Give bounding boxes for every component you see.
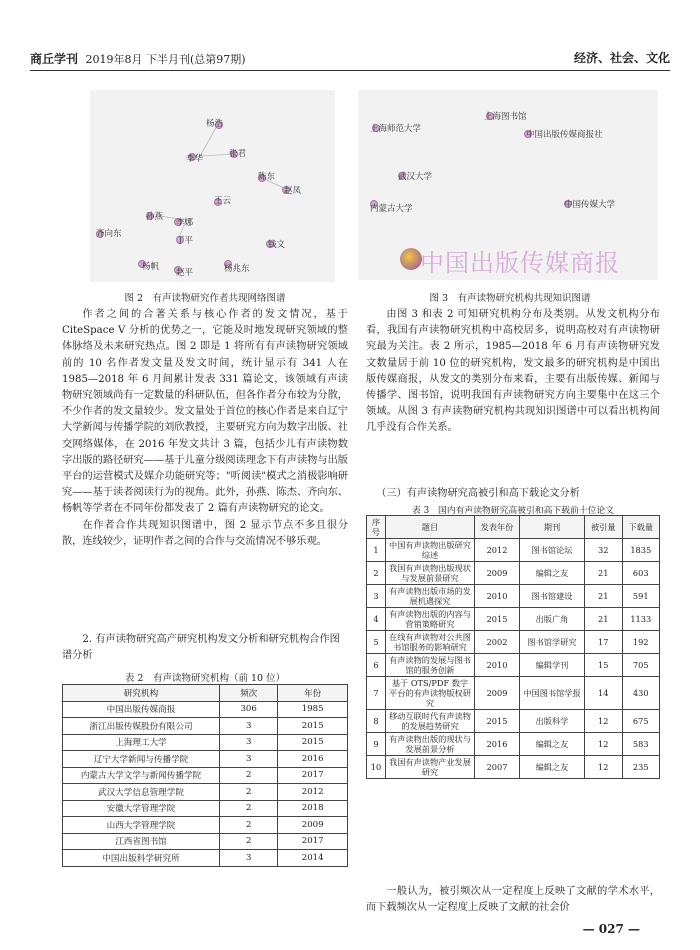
fig2-node-label: 李娜 [176, 218, 194, 228]
table-cell: 12 [585, 710, 623, 733]
fig3-node-label: 中国出版传媒商报社 [526, 130, 603, 140]
fig3-node-label: 上海图书馆 [484, 112, 527, 122]
table-row [367, 677, 660, 710]
figure-2-caption: 图 2 有声读物研究作者共现网络图谱 [124, 293, 286, 304]
table-cell: 21 [585, 562, 623, 585]
table-cell: 辽宁大学新闻与传播学院 [63, 751, 220, 768]
table-header-cell: 题目 [386, 516, 475, 539]
table-3 [366, 515, 660, 779]
table-cell: 图书馆论坛 [520, 539, 585, 562]
right-column-text [366, 307, 660, 437]
table-cell: 3 [220, 751, 278, 768]
fig3-node-label: 中国传媒大学 [564, 200, 616, 210]
section-subheading: （三）有声读物研究高被引和高下载论文分析 [376, 488, 580, 499]
table-cell: 3 [220, 718, 278, 735]
fig2-node-label: 杨帆 [142, 262, 160, 272]
left-column-text [62, 307, 348, 550]
table-row [367, 733, 660, 756]
table-cell: 2015 [278, 734, 348, 751]
table-cell: 235 [622, 756, 660, 779]
table-header-cell: 下载量 [622, 516, 660, 539]
table-cell: 中国有声读物出版研究综述 [386, 539, 475, 562]
section-name: 经济、社会、文化 [573, 51, 670, 65]
table-cell: 3 [220, 850, 278, 867]
table-cell: 21 [585, 585, 623, 608]
paragraph: 由图 3 和表 2 可知研究机构分布及类别。从发文机构分布看，我国有声读物研究机构中高校居多，说明高校对有声读物研究最为关注。表 2 所示，1985—2018 年 6 月有声读物研究发文数量居于前 10 位的研究机构，发文最多的研究机构是中国出版传媒商报，从发文的类别分布来看，主要有出版传媒、新闻与传播学、图书馆，说明我国有声读物研究方向主要集中在这三个领域。从图 3 有声读物研究机构共现知识图谱中可以看出机构间几乎没有合作关系。 [366, 309, 660, 434]
watermark-logo-icon [400, 248, 422, 270]
table-cell: 2017 [278, 767, 348, 784]
table-header-row [367, 516, 660, 539]
table-cell: 3 [367, 585, 386, 608]
table-cell: 2007 [475, 756, 520, 779]
section-subheading: 2. 有声读物研究高产研究机构发文分析和研究机构合作图谱分析 [62, 634, 340, 661]
table-header-cell: 研究机构 [63, 685, 220, 702]
table-cell: 2009 [475, 677, 520, 710]
table-cell: 编辑之友 [520, 733, 585, 756]
journal-name: 商丘学刊 [30, 52, 79, 66]
fig2-node-label: 陈东 [258, 172, 276, 182]
table-2 [62, 684, 348, 867]
table-2-caption: 表 2 有声读物研究机构（前 10 位） [124, 673, 286, 684]
fig2-node-label: 孙燕 [146, 212, 164, 222]
table-cell: 12 [585, 756, 623, 779]
table-cell: 2002 [475, 631, 520, 654]
table-cell: 有声读物出版的现状与发展前景分析 [386, 733, 475, 756]
table-cell: 14 [585, 677, 623, 710]
table-row [367, 710, 660, 733]
table-cell: 5 [367, 631, 386, 654]
table-row [367, 654, 660, 677]
table-cell: 编辑之友 [520, 562, 585, 585]
table-cell: 2015 [475, 710, 520, 733]
table-cell: 591 [622, 585, 660, 608]
table-cell: 2 [367, 562, 386, 585]
figure-3-caption: 图 3 有声读物研究机构共现知识图谱 [429, 293, 591, 304]
paragraph: 作者之间的合著关系与核心作者的发文情况，基于 CiteSpace V 分析的优势之一，它能及时地发现研究领域的整体脉络及未来研究热点。图 2 即是 1 将所有有声读物研究领域前的 10 名作者发文量及发文时间，统计显示有 341 人在 1985—2018 年 6 月间累计发表 331 篇论文，该领域有声读物研究领域尚有一定数量的科研队伍，但各作者分布较为分散，不少作者的发文量较少。发文量处于首位的核心作者是来自辽宁大学新闻与传播学院的刘欣教授，主要研究方向为数字出版、社交网络媒体，在 2016 年发文共计 3 篇，包括少儿有声读物数字出版的路径研究——基于儿童分级阅读理念下有声读物与出版平台的运营模式及媒介功能研究等；"听阅读"模式之消极影响研究——基于读者阅读行为的视角。此外，孙燕、陈杰、齐向东、杨帆等学者在不同年份都发表了 2 篇有声读物研究的论文。 [62, 309, 348, 515]
table-cell: 中国出版传媒商报 [63, 701, 220, 718]
table-cell: 21 [585, 608, 623, 631]
table-cell: 1133 [622, 608, 660, 631]
table-cell: 移动互联时代有声读物的发展趋势研究 [386, 710, 475, 733]
table-header-cell: 发表年份 [475, 516, 520, 539]
table-cell: 1835 [622, 539, 660, 562]
table-cell: 2018 [278, 800, 348, 817]
table-row [63, 734, 348, 751]
table-cell: 2016 [278, 751, 348, 768]
running-header [30, 48, 670, 71]
table-row [63, 817, 348, 834]
table-cell: 中国出版科学研究所 [63, 850, 220, 867]
table-cell: 12 [585, 733, 623, 756]
table-cell: 浙江出版传媒股份有限公司 [63, 718, 220, 735]
table-cell: 6 [367, 654, 386, 677]
table-cell: 有声读物出版的内容与营销策略研究 [386, 608, 475, 631]
table-cell: 我国有声读物产业发展研究 [386, 756, 475, 779]
table-cell: 山西大学管理学院 [63, 817, 220, 834]
fig2-node-label: 王云 [214, 196, 232, 206]
fig2-node-label: 齐向东 [96, 229, 122, 239]
table-row [63, 800, 348, 817]
table-cell: 1 [367, 539, 386, 562]
page-number: — 027 — [582, 922, 640, 936]
fig2-node-label: 杨浩 [206, 119, 224, 129]
table-cell: 编辑学刊 [520, 654, 585, 677]
table-header-cell: 序号 [367, 516, 386, 539]
table-cell: 上海理工大学 [63, 734, 220, 751]
table-cell: 2010 [475, 585, 520, 608]
table-cell: 675 [622, 710, 660, 733]
table-row [367, 585, 660, 608]
table-row [63, 701, 348, 718]
table-cell: 有声读物出版市场的发展机遇探究 [386, 585, 475, 608]
table-header-cell: 频次 [220, 685, 278, 702]
table-cell: 2015 [278, 718, 348, 735]
table-row [63, 767, 348, 784]
table-cell: 2 [220, 800, 278, 817]
table-2-body [63, 701, 348, 866]
table-row [367, 756, 660, 779]
watermark-text: 中国出版传媒商报 [420, 249, 620, 277]
table-cell: 2010 [475, 654, 520, 677]
table-cell: 17 [585, 631, 623, 654]
table-cell: 内蒙古大学文学与新闻传播学院 [63, 767, 220, 784]
fig2-node-label: 杨兆东 [224, 264, 250, 274]
table-cell: 705 [622, 654, 660, 677]
fig2-node-label: 张君 [229, 149, 247, 159]
table-cell: 15 [585, 654, 623, 677]
table-cell: 中国图书馆学报 [520, 677, 585, 710]
table-row [63, 833, 348, 850]
table-cell: 2 [220, 817, 278, 834]
figure-2-network [90, 90, 335, 282]
table-cell: 2 [220, 784, 278, 801]
table-cell: 2015 [475, 608, 520, 631]
table-cell: 基于 OTS/PDF 数字平台的有声读物版权研究 [386, 677, 475, 710]
table-cell: 出版广角 [520, 608, 585, 631]
table-cell: 7 [367, 677, 386, 710]
table-cell: 2 [220, 833, 278, 850]
table-cell: 2014 [278, 850, 348, 867]
table-cell: 603 [622, 562, 660, 585]
table-cell: 2012 [278, 784, 348, 801]
table-cell: 10 [367, 756, 386, 779]
fig2-node-label: 赵平 [176, 268, 194, 278]
issue-info: 2019年8月 下半月刊(总第97期) [85, 53, 246, 66]
table-cell: 武汉大学信息管理学院 [63, 784, 220, 801]
table-cell: 3 [220, 734, 278, 751]
table-cell: 1985 [278, 701, 348, 718]
journal-info [30, 50, 246, 67]
table-row [63, 850, 348, 867]
fig2-node-label: 钱文 [268, 240, 286, 250]
table-cell: 2009 [278, 817, 348, 834]
table-cell: 图书馆建设 [520, 585, 585, 608]
table-cell: 430 [622, 677, 660, 710]
fig3-node-label: 武汉大学 [398, 172, 433, 182]
table-cell: 2016 [475, 733, 520, 756]
table-row [367, 608, 660, 631]
table-cell: 306 [220, 701, 278, 718]
table-cell: 9 [367, 733, 386, 756]
table-cell: 32 [585, 539, 623, 562]
fig3-node-label: 上海师范大学 [370, 124, 422, 134]
table-cell: 2012 [475, 539, 520, 562]
paragraph: 在作者合作共现知识图谱中，图 2 显示节点不多且很分散，连线较少，证明作者之间的合作与交流情况不够乐观。 [62, 519, 348, 547]
table-cell: 江西省图书馆 [63, 833, 220, 850]
table-cell: 2 [220, 767, 278, 784]
table-row [367, 562, 660, 585]
table-cell: 在线有声读物对公共图书馆服务的影响研究 [386, 631, 475, 654]
table-3-caption: 表 3 国内有声读物研究高被引和高下载前十位论文 [412, 506, 614, 516]
table-row [63, 751, 348, 768]
table-cell: 2017 [278, 833, 348, 850]
table-cell: 编辑之友 [520, 756, 585, 779]
fig2-node-label: 丁平 [176, 236, 194, 246]
table-cell: 4 [367, 608, 386, 631]
table-header-cell: 被引量 [585, 516, 623, 539]
fig2-node-label: 李华 [186, 154, 204, 164]
table-row [63, 718, 348, 735]
table-row [63, 784, 348, 801]
table-cell: 出版科学 [520, 710, 585, 733]
table-cell: 我国有声读物出版现状与发展前景研究 [386, 562, 475, 585]
table-cell: 192 [622, 631, 660, 654]
fig3-node-label: 内蒙古大学 [370, 204, 413, 214]
table-3-body [367, 539, 660, 779]
table-cell: 安徽大学管理学院 [63, 800, 220, 817]
table-cell: 有声读物的发展与图书馆的服务创新 [386, 654, 475, 677]
table-row [367, 539, 660, 562]
table-cell: 8 [367, 710, 386, 733]
table-cell: 2009 [475, 562, 520, 585]
table-header-cell: 期刊 [520, 516, 585, 539]
fig2-node-label: 赵凤 [284, 186, 302, 196]
table-header-row [63, 685, 348, 702]
paragraph: 一般认为，被引频次从一定程度上反映了文献的学术水平，而下载频次从一定程度上反映了文献的社会价 [366, 886, 660, 914]
table-cell: 583 [622, 733, 660, 756]
table-cell: 图书馆学研究 [520, 631, 585, 654]
right-column-continuation [366, 884, 660, 916]
table-row [367, 631, 660, 654]
table-header-cell: 年份 [278, 685, 348, 702]
